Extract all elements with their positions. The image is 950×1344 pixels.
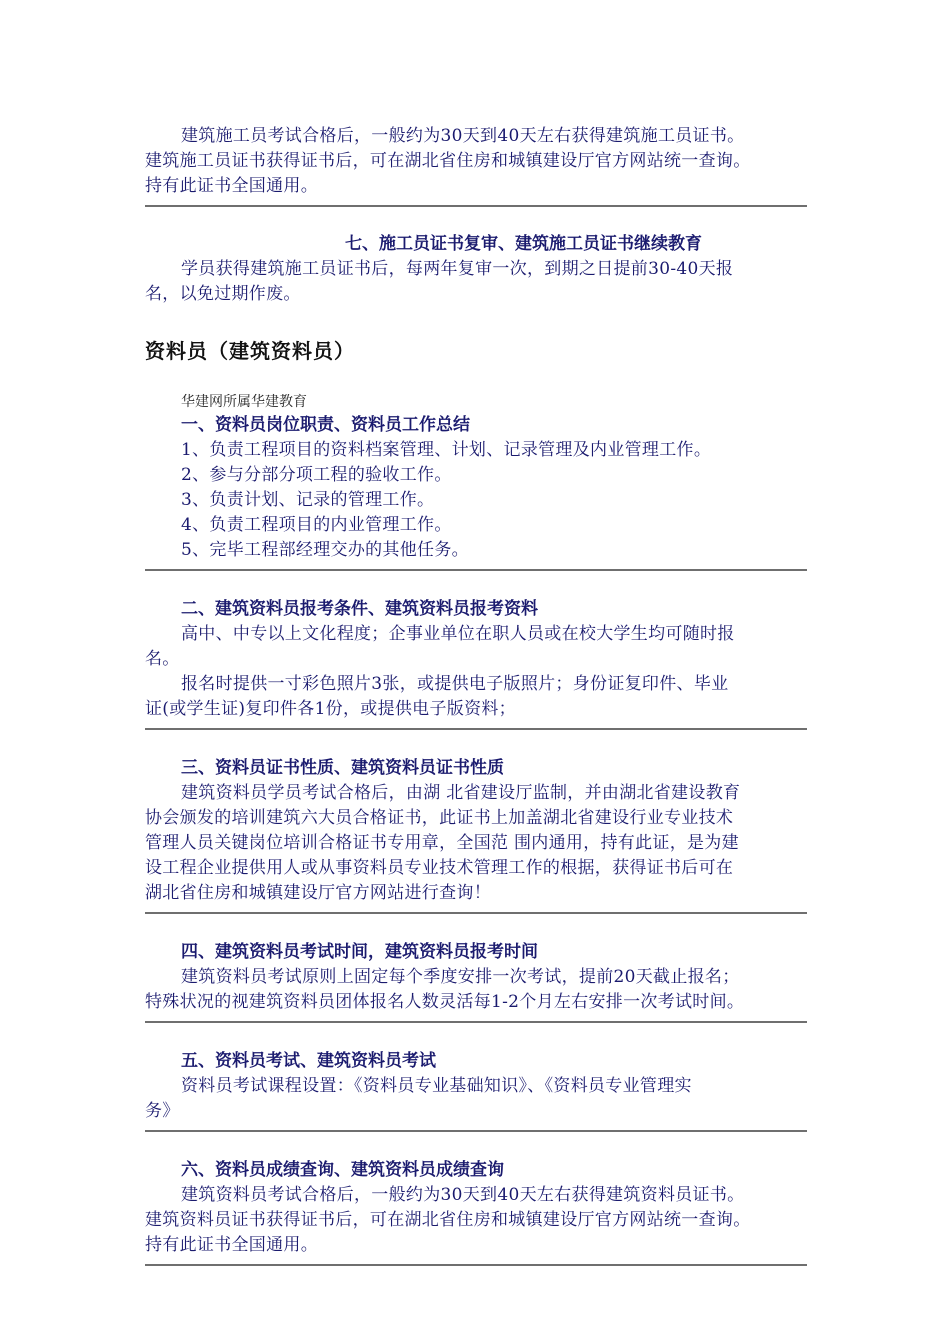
paragraph-line: 协会颁发的培训建筑六大员合格证书，此证书上加盖湖北省建设行业专业技术 xyxy=(145,808,734,828)
section-5 xyxy=(145,1049,807,1132)
divider xyxy=(145,205,807,207)
paragraph-line: 高中、中专以上文化程度；企事业单位在职人员或在校大学生均可随时报 xyxy=(181,624,735,644)
paragraph-line: 资料员考试课程设置：《资料员专业基础知识》、《资料员专业管理实 xyxy=(181,1076,692,1096)
list-item: 2、参与分部分项工程的验收工作。 xyxy=(181,465,452,485)
section-1 xyxy=(145,413,807,571)
paragraph-line: 管理人员关键岗位培训合格证书专用章，全国范 围内通用，持有此证，是为建 xyxy=(145,833,739,853)
paragraph-line: 证(或学生证)复印件各1份，或提供电子版资料； xyxy=(145,699,516,719)
paragraph-line: 特殊状况的视建筑资料员团体报名人数灵活每1-2个月左右安排一次考试时间。 xyxy=(145,992,745,1012)
list-item: 3、负责计划、记录的管理工作。 xyxy=(181,490,435,510)
page-title: 资料员（建筑资料员） xyxy=(145,339,355,363)
divider xyxy=(145,912,807,914)
paragraph-line: 建筑施工员考试合格后，一般约为30天到40天左右获得建筑施工员证书。 xyxy=(181,126,745,146)
section-heading: 三、资料员证书性质、建筑资料员证书性质 xyxy=(181,758,504,778)
paragraph-line: 建筑资料员证书获得证书后，可在湖北省住房和城镇建设厅官方网站统一查询。 xyxy=(145,1210,751,1230)
list-item: 4、负责工程项目的内业管理工作。 xyxy=(181,515,452,535)
section-4 xyxy=(145,940,807,1023)
paragraph-line: 持有此证书全国通用。 xyxy=(145,176,318,196)
section-2 xyxy=(145,597,807,730)
section-heading: 六、资料员成绩查询、建筑资料员成绩查询 xyxy=(181,1160,504,1180)
divider xyxy=(145,1130,807,1132)
section-heading: 四、建筑资料员考试时间，建筑资料员报考时间 xyxy=(181,942,538,962)
list-item: 1、负责工程项目的资料档案管理、计划、记录管理及内业管理工作。 xyxy=(181,440,712,460)
paragraph-line: 名。 xyxy=(145,649,180,669)
divider xyxy=(145,728,807,730)
top-block xyxy=(145,124,807,207)
paragraph-line: 设工程企业提供用人或从事资料员专业技术管理工作的根据，获得证书后可在 xyxy=(145,858,734,878)
section-heading: 二、建筑资料员报考条件、建筑资料员报考资料 xyxy=(181,599,538,619)
divider xyxy=(145,1264,807,1266)
paragraph-line: 务》 xyxy=(145,1101,180,1121)
paragraph-line: 报名时提供一寸彩色照片3张，或提供电子版照片；身份证复印件、毕业 xyxy=(181,674,729,694)
paragraph-line: 建筑施工员证书获得证书后，可在湖北省住房和城镇建设厅官方网站统一查询。 xyxy=(145,151,751,171)
paragraph-line: 建筑资料员考试合格后，一般约为30天到40天左右获得建筑资料员证书。 xyxy=(181,1185,745,1205)
divider xyxy=(145,1021,807,1023)
paragraph-line: 名，以免过期作废。 xyxy=(145,284,301,304)
paragraph-line: 学员获得建筑施工员证书后，每两年复审一次，到期之日提前30-40天报 xyxy=(181,259,734,279)
divider xyxy=(145,569,807,571)
document-page xyxy=(145,124,807,1266)
paragraph-line: 建筑资料员学员考试合格后，由湖 北省建设厅监制，并由湖北省建设教育 xyxy=(181,783,741,803)
source-line: 华建网所属华建教育 xyxy=(181,394,307,410)
section-3 xyxy=(145,756,807,914)
section-7 xyxy=(145,232,807,307)
section-heading: 七、施工员证书复审、建筑施工员证书继续教育 xyxy=(345,234,702,254)
paragraph-line: 湖北省住房和城镇建设厅官方网站进行查询！ xyxy=(145,883,491,903)
section-heading: 五、资料员考试、建筑资料员考试 xyxy=(181,1051,436,1071)
section-heading: 一、资料员岗位职责、资料员工作总结 xyxy=(181,415,470,435)
paragraph-line: 建筑资料员考试原则上固定每个季度安排一次考试，提前20天截止报名； xyxy=(181,967,740,987)
list-item: 5、完毕工程部经理交办的其他任务。 xyxy=(181,540,469,560)
section-6 xyxy=(145,1158,807,1266)
paragraph-line: 持有此证书全国通用。 xyxy=(145,1235,318,1255)
